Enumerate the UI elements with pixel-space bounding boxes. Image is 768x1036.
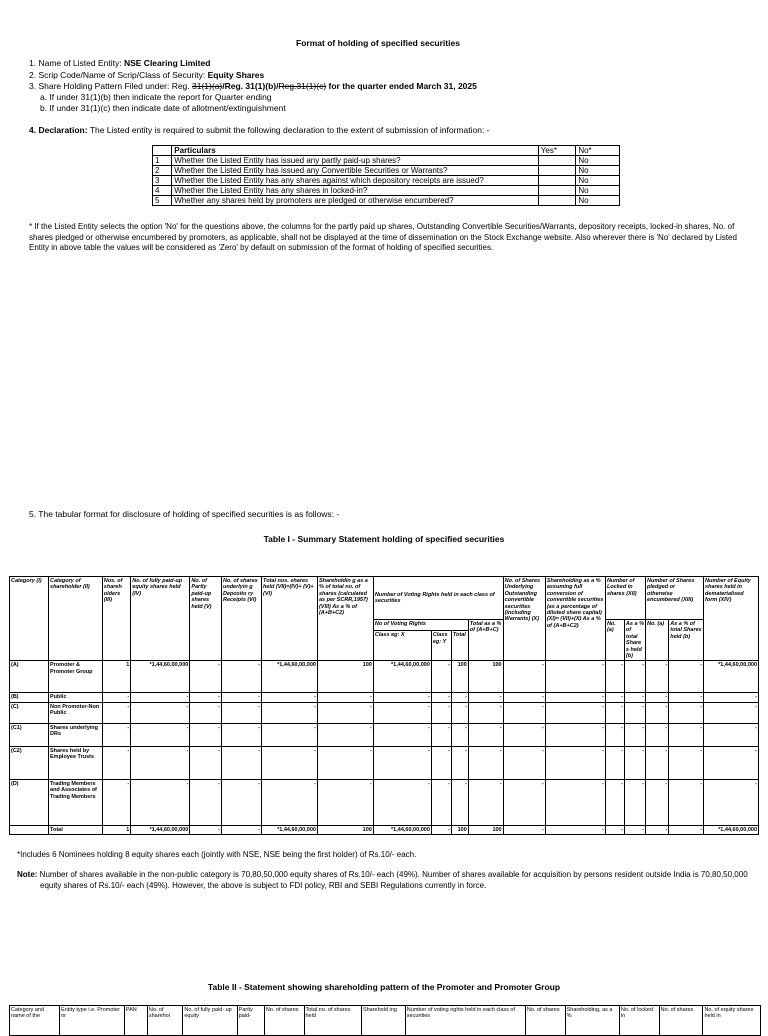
declaration-header-particulars: Particulars (172, 146, 538, 156)
table1-header-row-1 (10, 577, 759, 620)
declaration-row (153, 166, 620, 176)
declaration-row (153, 156, 620, 166)
table1-cell-ppct: - (669, 702, 704, 723)
table1-cell-pct: 100 (317, 661, 373, 693)
table1-cell-cy: - (431, 693, 451, 702)
table1-cell-total: - (262, 702, 318, 723)
item-2-value: Equity Shares (207, 70, 265, 80)
table1-cell-cy: - (431, 702, 451, 723)
declaration-header-row (153, 146, 620, 156)
th-total: Total (451, 631, 468, 661)
table1-cell-pct: - (317, 723, 373, 746)
declaration-row-answer: No (576, 186, 620, 196)
th-voting-rights: Number of Voting Rights held in each class of securities (373, 577, 503, 620)
table1-cell-dr: - (221, 693, 261, 702)
th-voting-rights-sub: No of Voting Rights (373, 620, 468, 631)
table2-header-cell: No. of equity shares held in (703, 1006, 761, 1036)
table2-header-cell: No. of shares (264, 1006, 304, 1036)
table1-cell-lpct: - (624, 723, 645, 746)
item-2 (29, 70, 264, 80)
table1-cell-partly: - (190, 779, 222, 825)
table1-cell-dr: - (221, 661, 261, 693)
table1-cell-conv: - (503, 693, 545, 702)
table1-cell-name: Promoter & Promoter Group (49, 661, 103, 693)
table1-cell-fully: - (131, 723, 190, 746)
table1-cell-partly: - (190, 825, 222, 834)
table1-cell-total: *1,44,60,00,000 (262, 661, 318, 693)
declaration-header-no-col: No* (576, 146, 620, 156)
table1-cell-lno: - (605, 779, 624, 825)
table1-cell-partly: - (190, 661, 222, 693)
declaration-row-no: 1 (153, 156, 172, 166)
table1-cell-cy: - (431, 779, 451, 825)
table2-header-cell: Entity type i.e. Promoter or (60, 1006, 125, 1036)
th-underlying-conv: No. of Shares Underlying Outstanding convertible securities (including Warrants) (X) (503, 577, 545, 661)
table2-header-cell: PAN (124, 1006, 147, 1036)
table1-cell-tot: - (451, 702, 468, 723)
declaration-row-answer: No (576, 176, 620, 186)
item-2-label: 2. Scrip Code/Name of Scrip/Class of Security: (29, 70, 208, 80)
table1-cell-tot: 100 (451, 661, 468, 693)
table1-title: Table I - Summary Statement holding of specified securities (263, 534, 505, 544)
th-class-y: Class eg: Y (431, 631, 451, 661)
table1-cell-cx: - (373, 702, 431, 723)
table1-cell-lpct: - (624, 693, 645, 702)
table2-header-cell: No. of shares (659, 1006, 703, 1036)
item-1 (29, 58, 210, 68)
table1-cell-holders: 1 (102, 825, 130, 834)
th-class-x: Class eg: X (373, 631, 431, 661)
item-1-label: 1. Name of Listed Entity: (29, 58, 124, 68)
declaration-row-answer: No (576, 166, 620, 176)
declaration-row-text: Whether the Listed Entity has any shares in locked-in? (172, 186, 538, 196)
table1-cell-dr: - (221, 746, 261, 779)
th-shareholding-assuming: Shareholding as a % assuming full conversion of convertible securities (as a percentage of diluted share capital) (XI)= (VII)+(X) As a % of (A+B+C2) (545, 577, 605, 661)
th-fully-paid: No. of fully paid-up equity shares held (IV) (131, 577, 190, 661)
declaration-header-yes: Yes* (538, 146, 576, 156)
table1-cell-name: Trading Members and Associates of Trading Members (49, 779, 103, 825)
table2-header-cell: Shareholding, as a % (565, 1006, 619, 1036)
th-partly-paid: No. of Partly paid-up shares held (V) (190, 577, 222, 661)
table1-cell-ppct: - (669, 693, 704, 702)
table1-row (10, 779, 759, 825)
th-total-shares: Total nos. shares held (VII)=(IV)+ (V)+(VI) (262, 577, 318, 661)
th-locked-pct: As a % of total Share s held (b) (625, 621, 644, 660)
declaration-row-no: 3 (153, 176, 172, 186)
table1-cell-fully: *1,44,60,00,000 (131, 661, 190, 693)
table1-cell-cat: (C1) (10, 723, 49, 746)
table1-cell-demat: - (704, 693, 759, 702)
table1-cell-cat: (D) (10, 779, 49, 825)
table1-cell-holders: - (102, 723, 130, 746)
table1-cell-pno: - (646, 825, 669, 834)
table1-row (10, 661, 759, 693)
declaration-row-yes (538, 176, 576, 186)
table1-cell-assume: - (545, 723, 605, 746)
table1-cell-holders: 1 (102, 661, 130, 693)
table1-cell-ppct: - (669, 825, 704, 834)
table1-cell-holders: - (102, 779, 130, 825)
table1-row (10, 693, 759, 702)
table1-cell-cat: (B) (10, 693, 49, 702)
th-nos-holders: Nos. of shareh olders (III) (102, 577, 130, 661)
table1-cell-cx: *1,44,60,00,000 (373, 661, 431, 693)
table2-title: Table II - Statement showing shareholding pattern of the Promoter and Promoter Group (207, 982, 561, 992)
table1-cell-pno: - (646, 702, 669, 723)
table1-cell-dr: - (221, 702, 261, 723)
table1-cell-lno: - (605, 702, 624, 723)
th-pledged-no: No. (a) (646, 620, 669, 661)
item-1-value: NSE Clearing Limited (123, 58, 211, 68)
declaration-row-no: 2 (153, 166, 172, 176)
table1-cell-conv: - (503, 661, 545, 693)
item-3-suffix: for the quarter ended March 31, 2025 (326, 81, 477, 91)
table1-cell-fully: - (131, 746, 190, 779)
declaration-row-no: 5 (153, 196, 172, 206)
declaration-row-yes (538, 186, 576, 196)
table1-cell-totpct: 100 (468, 661, 503, 693)
table1-cell-lpct: - (624, 661, 645, 693)
table2-header-cell: Partly paid- (237, 1006, 264, 1036)
table1-cell-totpct: - (468, 723, 503, 746)
table1-cell-partly: - (190, 746, 222, 779)
table1-cell-ppct: - (669, 661, 704, 693)
table1-cell-assume: - (545, 825, 605, 834)
table1-cell-total: - (262, 779, 318, 825)
table1-cell-totpct: - (468, 746, 503, 779)
table1-cell-lno: - (605, 746, 624, 779)
table1-cell-lpct: - (624, 746, 645, 779)
table1-cell-conv: - (503, 825, 545, 834)
table1-cell-lpct: - (624, 702, 645, 723)
table1-cell-cat: (C2) (10, 746, 49, 779)
table1-cell-fully: - (131, 693, 190, 702)
table1-cell-conv: - (503, 779, 545, 825)
item-3-strike1: 31(1)(a) (192, 81, 223, 91)
table2-header-cell: No. of shares (525, 1006, 565, 1036)
table1-cell-demat: *1,44,60,00,000 (704, 661, 759, 693)
table1-cell-lno: - (605, 825, 624, 834)
table1-row (10, 746, 759, 779)
table2-header-cell: No. of locked in (619, 1006, 659, 1036)
table2-promoter (9, 1005, 761, 1036)
table1-cell-pno: - (646, 723, 669, 746)
table2-header-cell: No. of sharehol (147, 1006, 183, 1036)
note-label: Note: (17, 870, 38, 879)
table1-cell-conv: - (503, 746, 545, 779)
item-4-label: 4. Declaration: (29, 125, 88, 135)
table1-cell-lpct: - (624, 825, 645, 834)
table1-cell-cy: - (431, 746, 451, 779)
th-pledged: Number of Shares pledged or otherwise encumbered (XIII) (646, 577, 704, 620)
table1-cell-demat: - (704, 723, 759, 746)
declaration-row (153, 186, 620, 196)
th-total-pct: Total as a % of (A+B+C) (468, 620, 503, 661)
note (17, 870, 762, 891)
th-underlying-dr: No. of shares underlyin g Deposito ry Receipts (VI) (221, 577, 261, 661)
declaration-row (153, 176, 620, 186)
item-4-text: The Listed entity is required to submit the following declaration to the extent of submission of information: - (87, 125, 490, 135)
table1-summary (9, 576, 759, 835)
table1-cell-tot: - (451, 746, 468, 779)
table1-cell-cy: - (431, 661, 451, 693)
table1-cell-tot: - (451, 779, 468, 825)
table1-cell-fully: *1,44,60,00,000 (131, 825, 190, 834)
th-locked-no: No. (a) (605, 620, 624, 661)
table1-body (10, 661, 759, 835)
declaration-row-no: 4 (153, 186, 172, 196)
table1-cell-pct: 100 (317, 825, 373, 834)
table1-cell-total: *1,44,60,00,000 (262, 825, 318, 834)
declaration-row-text: Whether the Listed Entity has any shares against which depository receipts are issued? (172, 176, 538, 186)
table1-cell-holders: - (102, 702, 130, 723)
table2-header-cell: Number of voting rights held in each class of securities (405, 1006, 525, 1036)
table1-cell-tot: 100 (451, 825, 468, 834)
declaration-row-text: Whether the Listed Entity has issued any Convertible Securities or Warrants? (172, 166, 538, 176)
declaration-row-yes (538, 196, 576, 206)
table1-cell-lno: - (605, 693, 624, 702)
declaration-header-no (153, 146, 172, 156)
table1-cell-tot: - (451, 693, 468, 702)
table1-row (10, 723, 759, 746)
declaration-row-yes (538, 166, 576, 176)
note-text: Number of shares available in the non-public category is 70,80,50,000 equity shares of Rs.10/- each (49%). Number of shares available for acquisition by persons resident outside India is 70,80,50,000 equity shares of Rs.10/- each (49%). However, the above is subject to FDI policy, RBI and SEBI Regulations currently in force. (37, 870, 748, 890)
table1-cell-fully: - (131, 779, 190, 825)
table2-header-row (10, 1006, 761, 1036)
declaration-row (153, 196, 620, 206)
table1-cell-pno: - (646, 746, 669, 779)
table1-row (10, 702, 759, 723)
table1-cell-conv: - (503, 723, 545, 746)
table1-cell-ppct: - (669, 779, 704, 825)
table1-cell-cx: *1,44,60,00,000 (373, 825, 431, 834)
table1-cell-name: Total (49, 825, 103, 834)
table1-cell-totpct: - (468, 702, 503, 723)
declaration-row-answer: No (576, 196, 620, 206)
table1-cell-dr: - (221, 723, 261, 746)
item-3b: b. If under 31(1)(c) then indicate date of allotment/extinguishment (40, 103, 286, 113)
table1-cell-total: - (262, 693, 318, 702)
table1-cell-holders: - (102, 693, 130, 702)
table1-cell-assume: - (545, 693, 605, 702)
table1-cell-partly: - (190, 693, 222, 702)
item-3-prefix: 3. Share Holding Pattern Filed under: Reg. (29, 81, 193, 91)
th-category-holder: Category of shareholder (II) (49, 577, 103, 661)
table1-cell-dr: - (221, 779, 261, 825)
table1-cell-conv: - (503, 702, 545, 723)
table1-cell-cx: - (373, 723, 431, 746)
table1-cell-demat: - (704, 746, 759, 779)
table1-cell-tot: - (451, 723, 468, 746)
table1-cell-pno: - (646, 693, 669, 702)
declaration-row-text: Whether the Listed Entity has issued any partly paid-up shares? (172, 156, 538, 166)
table1-cell-name: Non Promoter-Non Public (49, 702, 103, 723)
table1-cell-assume: - (545, 779, 605, 825)
table1-cell-lno: - (605, 723, 624, 746)
table1-cell-totpct: - (468, 779, 503, 825)
declaration-row-text: Whether any shares held by promoters are pledged or otherwise encumbered? (172, 196, 538, 206)
table1-cell-pct: - (317, 693, 373, 702)
table2-header-cell: Sharehold ing (361, 1006, 405, 1036)
declaration-table (152, 145, 620, 206)
table1-cell-name: Public (49, 693, 103, 702)
table1-cell-partly: - (190, 702, 222, 723)
table1-cell-lpct: - (624, 779, 645, 825)
table1-cell-cat: (A) (10, 661, 49, 693)
table1-cell-partly: - (190, 723, 222, 746)
table1-cell-name: Shares underlying DRs (49, 723, 103, 746)
th-shareholding-pct: Shareholdin g as a % of total no. of shares (calculated as per SCRR,1957) (VIII) As a % of (A+B+C2) (317, 577, 373, 661)
table1-cell-demat: - (704, 702, 759, 723)
table1-cell-pct: - (317, 779, 373, 825)
table1-cell-pct: - (317, 746, 373, 779)
item-5: 5. The tabular format for disclosure of holding of specified securities is as follows: - (29, 509, 340, 519)
item-4 (29, 125, 490, 135)
table2-header-cell: Total no. of shares held (304, 1006, 361, 1036)
table1-cell-holders: - (102, 746, 130, 779)
table1-cell-dr: - (221, 825, 261, 834)
table2-header-cell: No. of fully paid- up equity (183, 1006, 237, 1036)
table1-cell-total: - (262, 723, 318, 746)
table1-cell-pct: - (317, 702, 373, 723)
table1-cell-totpct: - (468, 693, 503, 702)
table1-cell-demat: *1,44,60,00,000 (704, 825, 759, 834)
page-title: Format of holding of specified securities (296, 38, 460, 48)
declaration-row-answer: No (576, 156, 620, 166)
th-demat: Number of Equity shares held in dematerialised form (XIV) (704, 577, 759, 661)
table1-cell-cx: - (373, 693, 431, 702)
th-category: Category (I) (10, 577, 49, 661)
table1-cell-cy: - (431, 825, 451, 834)
table1-cell-name: Shares held by Employee Trusts (49, 746, 103, 779)
item-3 (29, 81, 477, 91)
table1-cell-fully: - (131, 702, 190, 723)
table1-cell-demat: - (704, 779, 759, 825)
table1-cell-cx: - (373, 779, 431, 825)
table1-cell-assume: - (545, 661, 605, 693)
declaration-footnote: * If the Listed Entity selects the option 'No' for the questions above, the columns for the partly paid up shares, Outstanding Convertible Securities/Warrants, depository receipts, locked-in shares, No. of shares pledged or otherwise encumbered by promoters, as applicable, shall not be displayed at the time of dissemination on the Stock Exchange website. Also wherever there is 'No' declared by Listed Entity in above table the values will be considered as 'Zero' by default on submission of the format of holding of specified securities. (29, 222, 737, 252)
table1-cell-cat (10, 825, 49, 834)
table1-cell-total: - (262, 746, 318, 779)
nominees-footnote: *Includes 6 Nominees holding 8 equity shares each (jointly with NSE, NSE being the first holder) of Rs.10/- each. (17, 850, 417, 859)
table2-header-cell: Category and name of the (10, 1006, 60, 1036)
table1-cell-pno: - (646, 779, 669, 825)
table1-cell-assume: - (545, 702, 605, 723)
table1-cell-cat: (C) (10, 702, 49, 723)
table1-cell-cx: - (373, 746, 431, 779)
table1-row (10, 825, 759, 834)
item-3-mid: /Reg. 31(1)(b)/ (222, 81, 279, 91)
item-3a: a. If under 31(1)(b) then indicate the report for Quarter ending (40, 92, 272, 102)
th-locked-in: Number of Locked in shares (XII) (605, 577, 645, 620)
table1-cell-ppct: - (669, 746, 704, 779)
th-pledged-pct: As a % of total Shares held (b) (669, 620, 704, 661)
item-3-strike2: Reg.31(1)(c) (278, 81, 327, 91)
table1-cell-cy: - (431, 723, 451, 746)
table1-cell-assume: - (545, 746, 605, 779)
declaration-row-yes (538, 156, 576, 166)
table1-cell-ppct: - (669, 723, 704, 746)
table1-cell-pno: - (646, 661, 669, 693)
table1-cell-totpct: 100 (468, 825, 503, 834)
table1-cell-lno: - (605, 661, 624, 693)
